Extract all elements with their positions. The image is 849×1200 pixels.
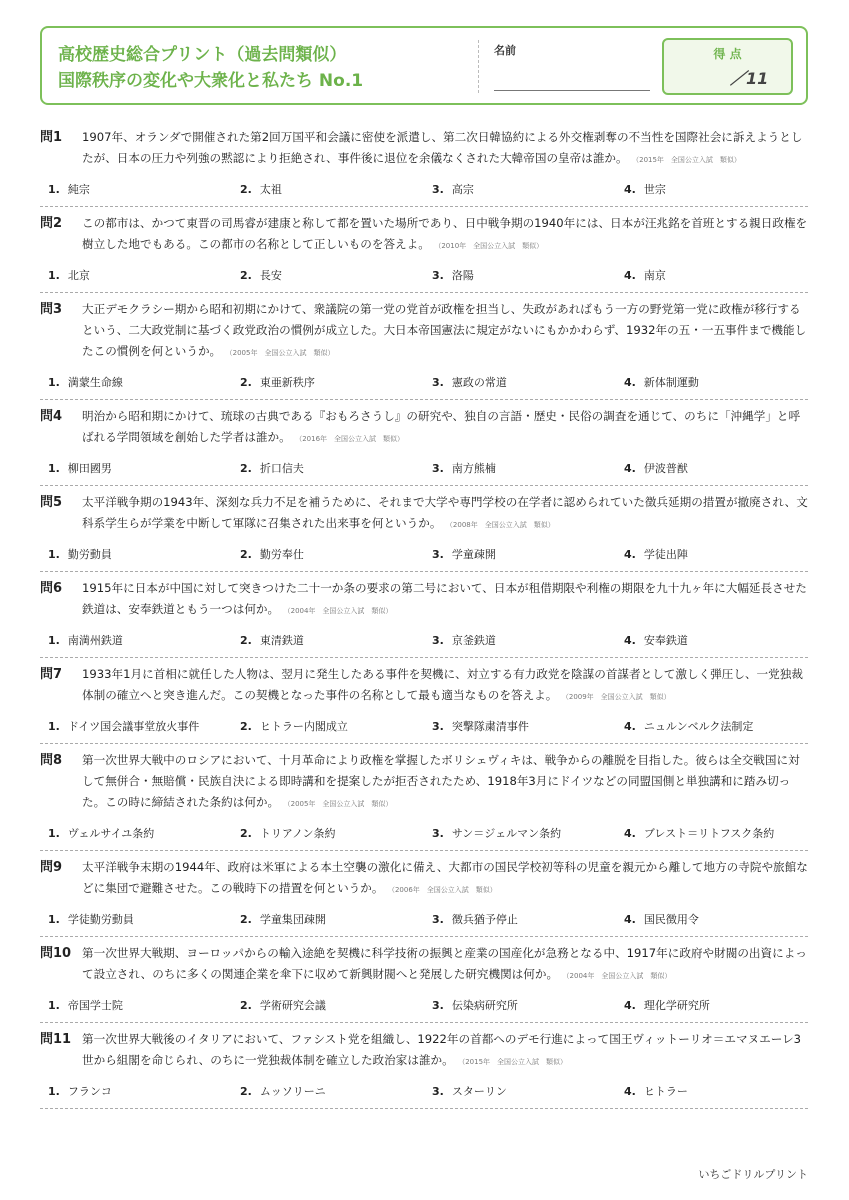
choice-number: 2.	[240, 720, 252, 733]
choice-label: 南満州鉄道	[67, 634, 123, 647]
choice-list	[40, 820, 808, 846]
header-divider	[478, 40, 479, 93]
question-item	[40, 658, 808, 744]
choice-list	[40, 455, 808, 481]
answer-choice[interactable]	[616, 267, 808, 283]
question-text	[82, 578, 808, 622]
choice-number: 1.	[48, 183, 60, 196]
question-source: （2004年 全国公立入試 類似）	[566, 972, 672, 980]
choice-label: サン＝ジェルマン条約	[451, 827, 562, 840]
answer-choice[interactable]	[616, 718, 808, 734]
choice-number: 4.	[624, 548, 636, 561]
choice-number: 1.	[48, 634, 60, 647]
choice-label: 憲政の常道	[451, 376, 507, 389]
question-row	[40, 578, 808, 622]
choice-number: 1.	[48, 269, 60, 282]
choice-number: 2.	[240, 548, 252, 561]
question-item	[40, 1023, 808, 1109]
choice-label: 東清鉄道	[259, 634, 304, 647]
choice-label: 新体制運動	[643, 376, 699, 389]
choice-number: 3.	[432, 1085, 444, 1098]
choice-number: 3.	[432, 634, 444, 647]
choice-number: 2.	[240, 462, 252, 475]
answer-choice[interactable]	[424, 718, 616, 734]
question-row	[40, 943, 808, 987]
choice-label: ヒトラー	[643, 1085, 688, 1098]
choice-label: トリアノン条約	[259, 827, 336, 840]
choice-label: 伊波普猷	[643, 462, 688, 475]
question-row	[40, 299, 808, 364]
choice-list	[40, 906, 808, 932]
score-label: 得 点	[713, 47, 742, 61]
question-number: 問10	[40, 946, 72, 961]
question-source: （2015年 全国公立入試 類似）	[635, 156, 741, 164]
choice-number: 3.	[432, 913, 444, 926]
choice-number: 3.	[432, 183, 444, 196]
choice-number: 2.	[240, 376, 252, 389]
choice-list	[40, 713, 808, 739]
question-row	[40, 127, 808, 171]
answer-choice[interactable]	[424, 546, 616, 562]
choice-label: 柳田國男	[67, 462, 112, 475]
choice-list	[40, 1078, 808, 1104]
choice-label: 学徒勤労動員	[67, 913, 134, 926]
choice-number: 2.	[240, 913, 252, 926]
choice-number: 3.	[432, 827, 444, 840]
worksheet-header	[40, 26, 808, 105]
question-body: 第一次世界大戦中のロシアにおいて、十月革命により政権を掌握したボリシェヴィキは、戦争からの離脱を目指した。彼らは全交戦国に対して無併合・無賠償・民族自決による即時講和を提案したが拒否されたため、1918年3月にドイツなどの同盟国側と単独講和に踏み切った。この時に締結された条約は何か。	[82, 753, 800, 809]
choice-number: 3.	[432, 462, 444, 475]
question-number: 問3	[40, 302, 63, 317]
question-body: この都市は、かつて東晋の司馬睿が建康と称して都を置いた場所であり、日中戦争期の1940年には、日本が汪兆銘を首班とする親日政権を樹立した地でもある。この都市の名称として正しいものを答えよ。	[82, 216, 808, 251]
question-number: 問7	[40, 667, 63, 682]
choice-label: 満蒙生命線	[67, 376, 123, 389]
question-row	[40, 406, 808, 450]
question-text	[82, 127, 808, 171]
answer-choice[interactable]	[232, 1083, 424, 1099]
choice-number: 3.	[432, 548, 444, 561]
choice-number: 2.	[240, 827, 252, 840]
answer-choice[interactable]	[424, 632, 616, 648]
question-source: （2009年 全国公立入試 類似）	[565, 693, 671, 701]
question-body: 第一次世界大戦期、ヨーロッパからの輸入途絶を契機に科学技術の振興と産業の国産化が急務となる中、1917年に政府や財閥の出資によって設立され、のちに多くの関連企業を傘下に収めて新興財閥へと発展した研究機関は何か。	[82, 946, 807, 981]
answer-choice[interactable]	[616, 181, 808, 197]
choice-label: 長安	[259, 269, 282, 282]
choice-label: 折口信夫	[259, 462, 304, 475]
answer-choice[interactable]	[424, 267, 616, 283]
choice-number: 4.	[624, 720, 636, 733]
question-row	[40, 492, 808, 536]
choice-number: 3.	[432, 720, 444, 733]
answer-choice[interactable]	[232, 825, 424, 841]
question-source: （2005年 全国公立入試 類似）	[287, 800, 393, 808]
choice-number: 1.	[48, 548, 60, 561]
question-row	[40, 750, 808, 815]
answer-choice[interactable]	[232, 911, 424, 927]
choice-number: 4.	[624, 999, 636, 1012]
choice-label: 学童疎開	[451, 548, 496, 561]
choice-number: 1.	[48, 376, 60, 389]
question-body: 大正デモクラシー期から昭和初期にかけて、衆議院の第一党の党首が政権を担当し、失政があればもう一方の野党第一党に政権が移行するという、二大政党制に基づく政党政治の慣例が成立した。大日本帝国憲法に規定がないにもかかわらず、1932年の五・一五事件まで機能したこの慣例を何というか。	[82, 302, 807, 358]
answer-choice[interactable]	[232, 374, 424, 390]
choice-list	[40, 541, 808, 567]
choice-number: 2.	[240, 183, 252, 196]
question-item	[40, 486, 808, 572]
worksheet-title	[58, 42, 468, 94]
choice-label: 南京	[643, 269, 666, 282]
answer-choice[interactable]	[40, 718, 232, 734]
choice-label: 純宗	[67, 183, 90, 196]
answer-choice[interactable]	[616, 911, 808, 927]
title-line-1: 高校歴史総合プリント（過去問類似）	[58, 45, 347, 65]
choice-label: 洛陽	[451, 269, 474, 282]
question-body: 明治から昭和期にかけて、琉球の古典である『おもろさうし』の研究や、独自の言語・歴史・民俗の調査を通じて、のちに「沖縄学」と呼ばれる学問領域を創始した学者は誰か。	[82, 409, 801, 444]
answer-choice[interactable]	[232, 267, 424, 283]
question-source: （2008年 全国公立入試 類似）	[449, 521, 555, 529]
question-text	[82, 1029, 808, 1073]
choice-label: 北京	[67, 269, 90, 282]
question-item	[40, 400, 808, 486]
answer-choice[interactable]	[232, 460, 424, 476]
choice-number: 3.	[432, 376, 444, 389]
question-text	[82, 213, 808, 257]
choice-label: 突撃隊粛清事件	[451, 720, 529, 733]
name-label: 名前	[494, 44, 516, 57]
question-number: 問6	[40, 581, 63, 596]
choice-number: 1.	[48, 999, 60, 1012]
question-item	[40, 744, 808, 851]
choice-number: 2.	[240, 1085, 252, 1098]
question-text	[82, 299, 808, 364]
answer-choice[interactable]	[40, 374, 232, 390]
answer-choice[interactable]	[40, 825, 232, 841]
choice-number: 2.	[240, 999, 252, 1012]
choice-label: ブレスト＝リトフスク条約	[643, 827, 775, 840]
question-item	[40, 572, 808, 658]
question-body: 太平洋戦争期の1943年、深刻な兵力不足を補うために、それまで大学や専門学校の在学者に認められていた徴兵延期の措置が撤廃され、文科系学生らが学業を中断して軍隊に召集された出来事を何というか。	[82, 495, 808, 530]
choice-label: ニュルンベルク法制定	[643, 720, 754, 733]
choice-label: 徴兵猶予停止	[451, 913, 518, 926]
question-row	[40, 664, 808, 708]
choice-label: 勤労奉仕	[259, 548, 304, 561]
answer-choice[interactable]	[616, 632, 808, 648]
choice-number: 4.	[624, 462, 636, 475]
answer-choice[interactable]	[40, 911, 232, 927]
choice-number: 4.	[624, 269, 636, 282]
choice-number: 1.	[48, 827, 60, 840]
question-source: （2006年 全国公立入試 類似）	[391, 886, 497, 894]
answer-choice[interactable]	[616, 374, 808, 390]
choice-number: 4.	[624, 376, 636, 389]
choice-number: 3.	[432, 999, 444, 1012]
answer-choice[interactable]	[40, 632, 232, 648]
choice-number: 3.	[432, 269, 444, 282]
choice-list	[40, 627, 808, 653]
choice-list	[40, 262, 808, 288]
choice-number: 4.	[624, 1085, 636, 1098]
question-number: 問1	[40, 130, 63, 145]
choice-label: ヴェルサイユ条約	[67, 827, 155, 840]
answer-choice[interactable]	[40, 997, 232, 1013]
choice-label: スターリン	[451, 1085, 507, 1098]
choice-label: 高宗	[451, 183, 474, 196]
name-field-line[interactable]	[494, 90, 650, 91]
answer-choice[interactable]	[616, 460, 808, 476]
answer-choice[interactable]	[616, 825, 808, 841]
question-body: 1907年、オランダで開催された第2回万国平和会議に密使を派遣し、第二次日韓協約による外交権剥奪の不当性を国際社会に訴えようとしたが、日本の圧力や列強の黙認により拒絶され、事件後に退位を余儀なくされた大韓帝国の皇帝は誰か。	[82, 130, 803, 165]
choice-number: 4.	[624, 827, 636, 840]
answer-choice[interactable]	[616, 546, 808, 562]
answer-choice[interactable]	[40, 267, 232, 283]
choice-number: 4.	[624, 913, 636, 926]
choice-label: 太祖	[259, 183, 282, 196]
choice-number: 1.	[48, 1085, 60, 1098]
question-number: 問5	[40, 495, 63, 510]
choice-label: 勤労動員	[67, 548, 112, 561]
question-body: 1933年1月に首相に就任した人物は、翌月に発生したある事件を契機に、対立する有力政党を陰謀の首謀者として激しく弾圧し、一党独裁体制の確立へと突き進んだ。この契機となった事件の名称として最も適当なものを答えよ。	[82, 667, 803, 702]
choice-label: 安奉鉄道	[643, 634, 688, 647]
question-list	[40, 121, 808, 1109]
choice-number: 2.	[240, 634, 252, 647]
choice-label: 帝国学士院	[67, 999, 123, 1012]
question-text	[82, 943, 808, 987]
title-line-2: 国際秩序の変化や大衆化と私たち No.1	[58, 71, 364, 91]
answer-choice[interactable]	[616, 1083, 808, 1099]
question-row	[40, 857, 808, 901]
answer-choice[interactable]	[424, 181, 616, 197]
question-item	[40, 121, 808, 207]
answer-choice[interactable]	[232, 181, 424, 197]
choice-label: 東亜新秩序	[259, 376, 315, 389]
question-number: 問2	[40, 216, 63, 231]
question-row	[40, 1029, 808, 1073]
choice-list	[40, 176, 808, 202]
question-number: 問4	[40, 409, 63, 424]
choice-label: 学徒出陣	[643, 548, 688, 561]
answer-choice[interactable]	[40, 181, 232, 197]
question-item	[40, 207, 808, 293]
question-body: 太平洋戦争末期の1944年、政府は米軍による本土空襲の激化に備え、大都市の国民学校初等科の児童を親元から離して地方の寺院や旅館などに集団で避難させた。この戦時下の措置を何というか。	[82, 860, 808, 895]
question-number: 問9	[40, 860, 63, 875]
choice-list	[40, 369, 808, 395]
question-body: 1915年に日本が中国に対して突きつけた二十一か条の要求の第二号において、日本が租借期限や利権の期限を九十九ヶ年に大幅延長させた鉄道は、安奉鉄道ともう一つは何か。	[82, 581, 807, 616]
answer-choice[interactable]	[232, 718, 424, 734]
choice-number: 4.	[624, 183, 636, 196]
question-source: （2016年 全国公立入試 類似）	[298, 435, 405, 443]
question-item	[40, 293, 808, 400]
question-text	[82, 664, 808, 708]
score-box	[662, 38, 793, 95]
choice-label: 学童集団疎開	[259, 913, 326, 926]
question-text	[82, 406, 808, 450]
choice-label: 世宗	[643, 183, 666, 196]
answer-choice[interactable]	[424, 460, 616, 476]
choice-label: ムッソリーニ	[259, 1085, 326, 1098]
question-item	[40, 937, 808, 1023]
answer-choice[interactable]	[424, 825, 616, 841]
question-body: 第一次世界大戦後のイタリアにおいて、ファシスト党を組織し、1922年の首都へのデモ行進によって国王ヴィットーリオ＝エマヌエーレ3世から組閣を命じられ、のちに一党独裁体制を確立した政治家は誰か。	[82, 1032, 802, 1067]
choice-label: 理化学研究所	[643, 999, 710, 1012]
score-value: ／11	[730, 69, 769, 88]
answer-choice[interactable]	[40, 1083, 232, 1099]
answer-choice[interactable]	[424, 997, 616, 1013]
answer-choice[interactable]	[616, 997, 808, 1013]
question-number: 問11	[40, 1032, 72, 1047]
choice-number: 1.	[48, 462, 60, 475]
choice-number: 1.	[48, 720, 60, 733]
answer-choice[interactable]	[232, 546, 424, 562]
choice-label: 国民徴用令	[643, 913, 699, 926]
answer-choice[interactable]	[424, 1083, 616, 1099]
choice-list	[40, 992, 808, 1018]
question-number: 問8	[40, 753, 63, 768]
question-text	[82, 750, 808, 815]
footer-brand: いちごドリルプリント	[698, 1168, 808, 1181]
question-source: （2010年 全国公立入試 類似）	[437, 242, 544, 250]
answer-choice[interactable]	[232, 632, 424, 648]
question-text	[82, 492, 808, 536]
choice-label: 南方熊楠	[451, 462, 496, 475]
choice-label: 京釜鉄道	[451, 634, 496, 647]
answer-choice[interactable]	[424, 911, 616, 927]
question-row	[40, 213, 808, 257]
choice-number: 2.	[240, 269, 252, 282]
choice-label: ドイツ国会議事堂放火事件	[67, 720, 200, 733]
answer-choice[interactable]	[424, 374, 616, 390]
choice-number: 4.	[624, 634, 636, 647]
question-source: （2005年 全国公立入試 類似）	[229, 349, 335, 357]
question-text	[82, 857, 808, 901]
answer-choice[interactable]	[40, 460, 232, 476]
question-source: （2004年 全国公立入試 類似）	[287, 607, 393, 615]
answer-choice[interactable]	[40, 546, 232, 562]
choice-label: ヒトラー内閣成立	[259, 720, 348, 733]
question-source: （2015年 全国公立入試 類似）	[461, 1058, 568, 1066]
choice-label: 学術研究会議	[259, 999, 326, 1012]
question-item	[40, 851, 808, 937]
choice-number: 1.	[48, 913, 60, 926]
answer-choice[interactable]	[232, 997, 424, 1013]
choice-label: 伝染病研究所	[451, 999, 518, 1012]
choice-label: フランコ	[67, 1085, 112, 1098]
